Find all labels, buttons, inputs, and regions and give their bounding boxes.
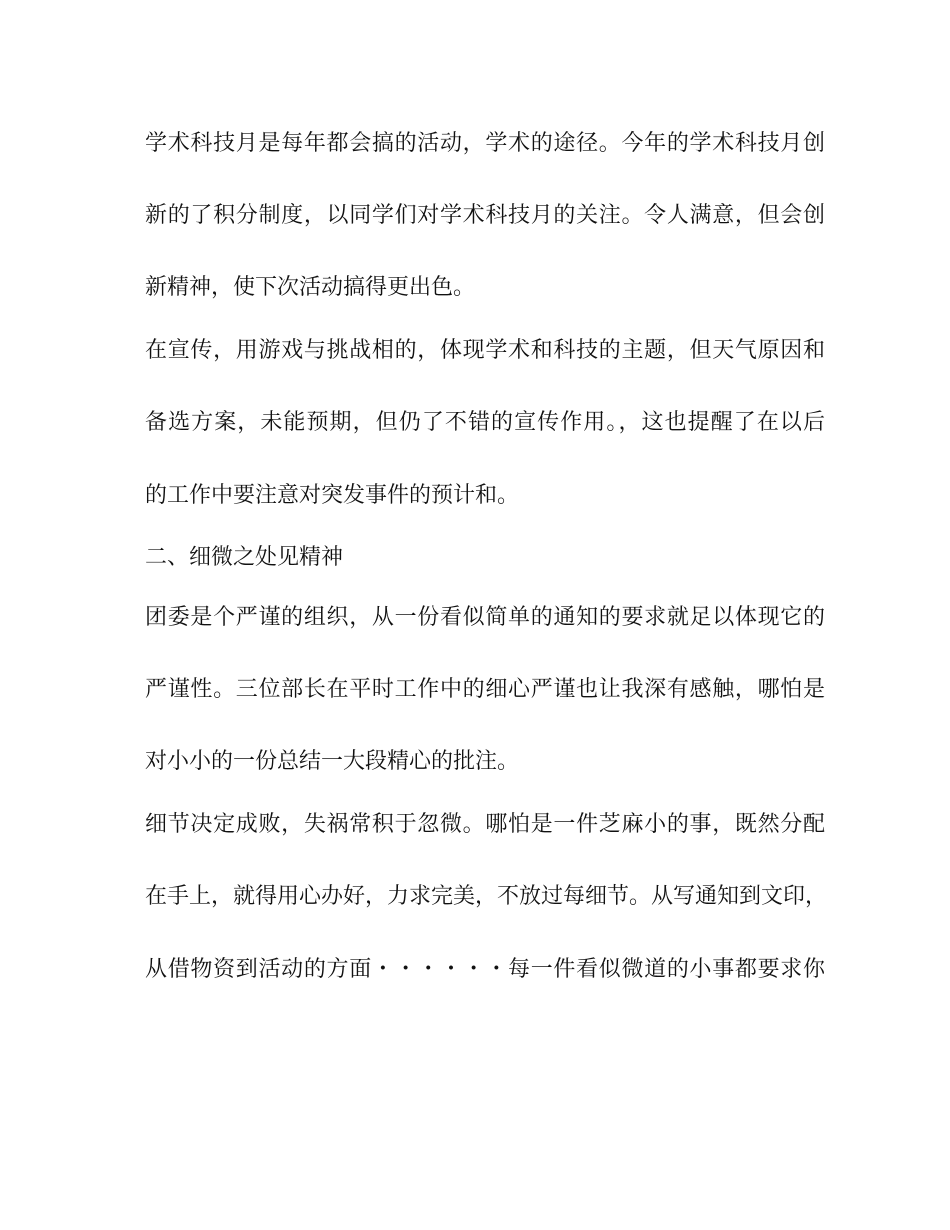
paragraph-line: 在宣传，用游戏与挑战相的，体现学术和科技的主题，但天气原因和	[145, 338, 825, 363]
paragraph-line: 的工作中要注意对突发事件的预计和。	[145, 483, 520, 508]
paragraph-line: 新精神，使下次活动搞得更出色。	[145, 275, 476, 300]
paragraph-line: 学术科技月是每年都会搞的活动，学术的途径。今年的学术科技月创	[145, 131, 825, 156]
paragraph-line: 对小小的一份总结一大段精心的批注。	[145, 749, 520, 774]
paragraph-line: 备选方案，未能预期，但仍了不错的宣传作用。，这也提醒了在以后	[145, 410, 825, 435]
paragraph-line: 团委是个严谨的组织，从一份看似简单的通知的要求就足以体现它的	[145, 605, 825, 630]
paragraph-line: 严谨性。三位部长在平时工作中的细心严谨也让我深有感触，哪怕是	[145, 677, 825, 702]
section-heading: 二、细微之处见精神	[145, 545, 344, 570]
paragraph-line: 在手上，就得用心办好，力求完美，不放过每细节。从写通知到文印，	[145, 884, 828, 909]
paragraph-line: 细节决定成败，失祸常积于忽微。哪怕是一件芝麻小的事，既然分配	[145, 812, 825, 837]
paragraph-line: 从借物资到活动的方面・・・・・・每一件看似微道的小事都要求你	[145, 957, 825, 982]
paragraph-line: 新的了积分制度，以同学们对学术科技月的关注。令人满意，但会创	[145, 203, 825, 228]
